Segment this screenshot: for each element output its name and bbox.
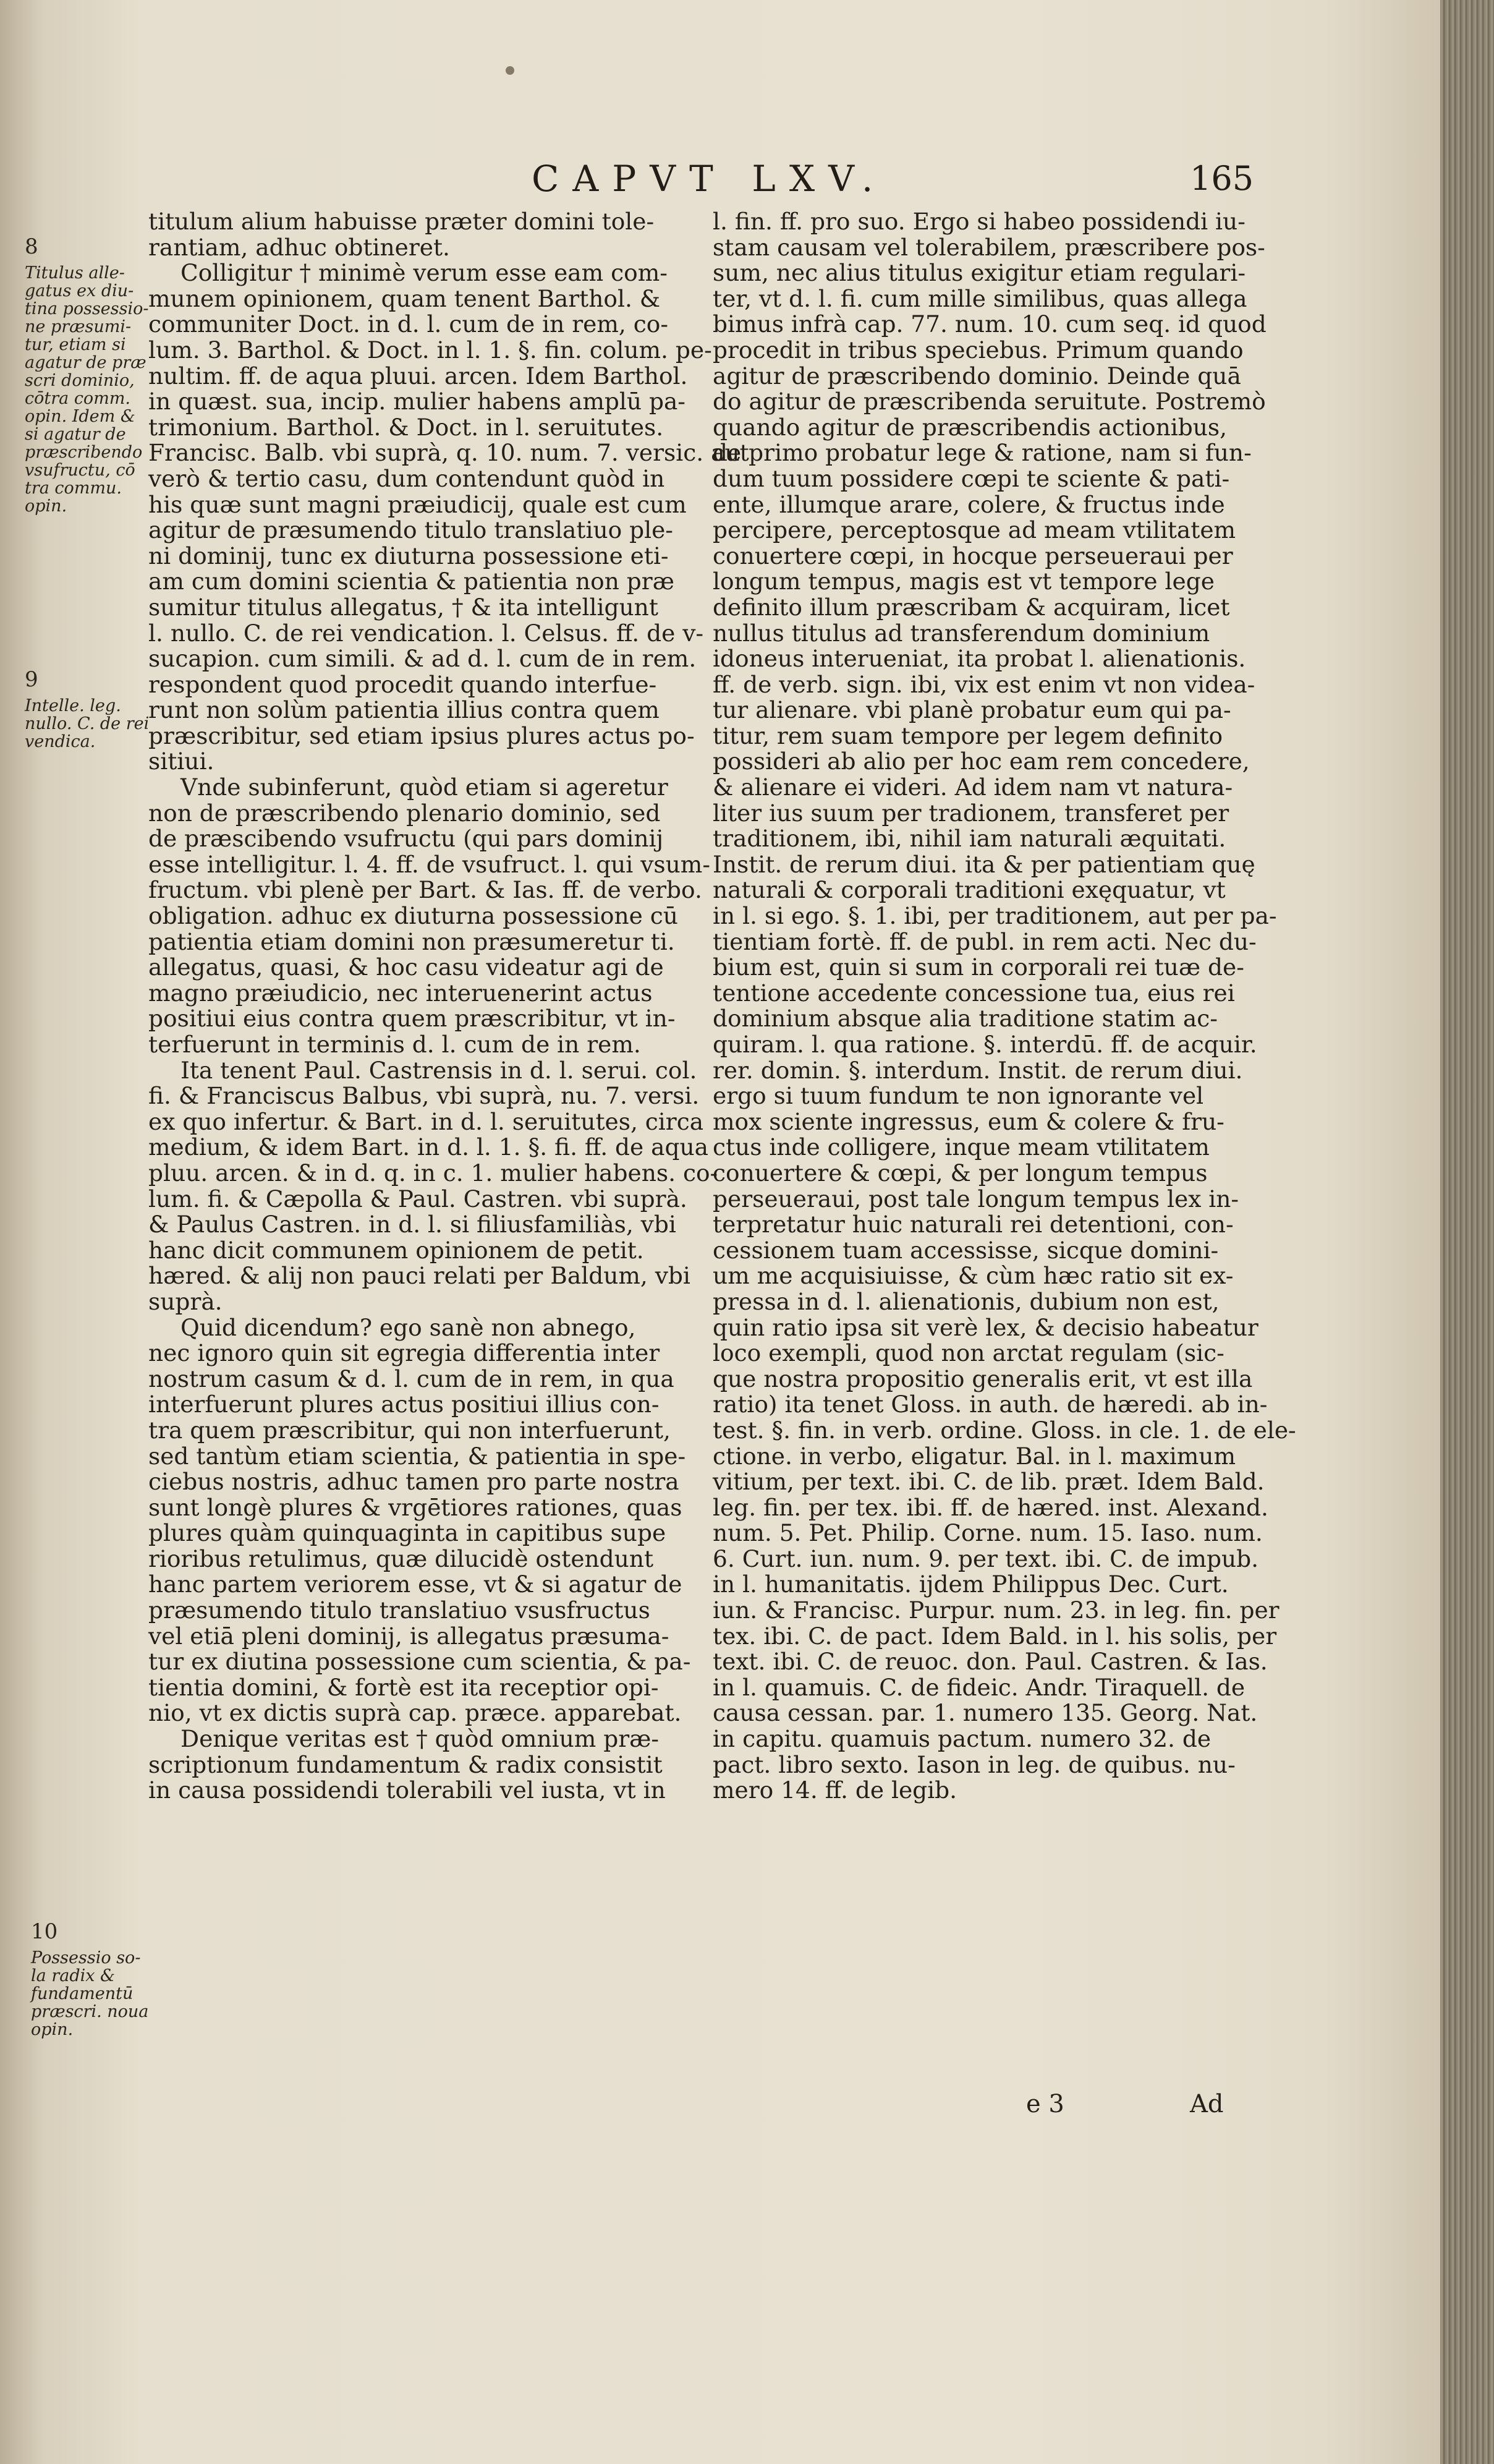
page-header (0, 158, 1440, 201)
page-number: 165 (1190, 159, 1254, 198)
text-line: sitiui. (148, 748, 214, 775)
text-line: præsumendo titulo translatiuo vsusfructus (148, 1596, 650, 1624)
margin-note-line: gatus ex diu- (25, 281, 134, 301)
margin-note-line: præscri. noua (31, 2001, 149, 2021)
decorative-dot (506, 66, 514, 75)
text-line: ctione. in verbo, eligatur. Bal. in l. maximum (713, 1442, 1236, 1470)
text-line: tientia domini, & fortè est ita receptior opi- (148, 1673, 659, 1701)
margin-note-line: nullo. C. de rei (25, 714, 150, 733)
text-line: pressa in d. l. alienationis, dubium non est, (713, 1287, 1220, 1315)
text-line: sucapion. cum simili. & ad d. l. cum de in rem. (148, 645, 697, 673)
text-line: in l. humanitatis. ijdem Philippus Dec. Curt. (713, 1571, 1229, 1598)
text-line: que nostra propositio generalis erit, vt est illa (713, 1365, 1253, 1392)
text-line: um me acquisiuisse, & cùm hæc ratio sit ex- (713, 1262, 1234, 1290)
text-line: in capitu. quamuis pactum. numero 32. de (713, 1725, 1212, 1753)
text-line: dum tuum possidere cœpi te sciente & pati- (713, 464, 1230, 492)
margin-note-line: præscribendo (25, 442, 143, 462)
text-line: munem opinionem, quam tenent Barthol. & (148, 284, 661, 312)
text-line: ente, illumque arare, colere, & fructus inde (713, 490, 1225, 518)
text-line: interfuerunt plures actus positiui illius con- (148, 1391, 660, 1418)
text-line: suprà. (148, 1287, 223, 1315)
text-line: esse intelligitur. l. 4. ff. de vsufruct. l. qui vsum- (148, 850, 711, 878)
margin-note-line: Possessio so- (31, 1948, 141, 1967)
text-line: Francisc. Balb. vbi suprà, q. 10. num. 7. versic. aut (148, 439, 749, 467)
text-line: num. 5. Pet. Philip. Corne. num. 15. Iaso. num. (713, 1519, 1263, 1547)
text-line: naturali & corporali traditioni exęquatur, vt (713, 876, 1226, 904)
text-line: plures quàm quinquaginta in capitibus supe (148, 1519, 666, 1547)
text-line: liter ius suum per tradionem, transferet per (713, 799, 1229, 827)
text-line: pact. libro sexto. Iason in leg. de quibus. nu- (713, 1750, 1236, 1778)
text-line: perseueraui, post tale longum tempus lex in- (713, 1185, 1239, 1213)
text-line: non de præscribendo plenario dominio, sed (148, 799, 661, 827)
running-head: CAPVT LXV. (532, 158, 887, 200)
margin-note-number: 8 (25, 234, 38, 259)
margin-note-line: scri dominio, (25, 370, 135, 390)
text-line: fructum. vbi plenè per Bart. & Ias. ff. de verbo. (148, 876, 702, 904)
text-line: 6. Curt. iun. num. 9. per text. ibi. C. de impub. (713, 1545, 1259, 1572)
text-line: Quid dicendum? ego sanè non abnego, (180, 1313, 636, 1341)
text-line: præscribitur, sed etiam ipsius plures actus po- (148, 722, 695, 749)
margin-note-line: vendica. (25, 731, 96, 751)
margin-note-number: 10 (31, 1919, 58, 1944)
text-line: idoneus interueniat, ita probat l. alienationis. (713, 645, 1246, 673)
text-line: sunt longè plures & vrgētiores rationes, quas (148, 1493, 682, 1521)
text-line: tientiam fortè. ff. de publ. in rem acti. Nec du- (713, 927, 1257, 955)
text-line: trimonium. Barthol. & Doct. in l. seruitutes. (148, 413, 664, 441)
text-line: bimus infrà cap. 77. num. 10. cum seq. id quod (713, 310, 1267, 338)
text-line: quiram. l. qua ratione. §. interdū. ff. de acquir. (713, 1031, 1257, 1058)
text-line: possideri ab alio per hoc eam rem concedere, (713, 748, 1250, 775)
text-line: procedit in tribus speciebus. Primum quando (713, 336, 1244, 364)
text-line: text. ibi. C. de reuoc. don. Paul. Castren. & Ias. (713, 1648, 1268, 1676)
text-line: test. §. fin. in verb. ordine. Gloss. in cle. 1. de ele- (713, 1416, 1296, 1444)
text-line: communiter Doct. in d. l. cum de in rem, co- (148, 310, 668, 338)
text-line: runt non solùm patientia illius contra quem (148, 696, 660, 724)
margin-note-line: tur, etiam si (25, 335, 126, 354)
text-line: his quæ sunt magni præiudicij, quale est cum (148, 490, 687, 518)
text-line: vel etiā pleni dominij, is allegatus præsuma- (148, 1622, 669, 1650)
margin-note-10 (31, 1919, 149, 2039)
text-line: tex. ibi. C. de pact. Idem Bald. in l. his solis, per (713, 1622, 1277, 1650)
text-line: hæred. & alij non pauci relati per Baldum, vbi (148, 1262, 690, 1290)
text-line: pluu. arcen. & in d. q. in c. 1. mulier habens. co- (148, 1159, 718, 1187)
text-line: fi. & Franciscus Balbus, vbi suprà, nu. 7. versi. (148, 1082, 700, 1110)
text-line: l. fin. ff. pro suo. Ergo si habeo possidendi iu- (713, 208, 1246, 235)
text-line: tra quem præscribitur, qui non interfuerunt, (148, 1416, 671, 1444)
text-line: lum. fi. & Cæpolla & Paul. Castren. vbi suprà. (148, 1185, 687, 1213)
text-line: do agitur de præscribenda seruitute. Postremò (713, 388, 1266, 416)
margin-note-line: tina possessio- (25, 299, 149, 318)
text-line: de præscibendo vsufructu (qui pars dominij (148, 825, 664, 853)
margin-note-number: 9 (25, 667, 38, 692)
text-line: medium, & idem Bart. in d. l. 1. §. fi. ff. de aqua (148, 1133, 709, 1161)
text-line: nultim. ff. de aqua pluui. arcen. Idem Barthol. (148, 362, 688, 390)
margin-note-line: ne præsumi- (25, 317, 132, 336)
text-line: traditionem, ibi, nihil iam naturali æquitati. (713, 825, 1226, 853)
margin-note-line: opin. (31, 2019, 74, 2039)
text-line: Colligitur † minimè verum esse eam com- (180, 259, 668, 287)
signature-mark: e 3 (1026, 2090, 1064, 2118)
margin-note-line: opin. Idem & (25, 406, 135, 426)
text-line: conuertere & cœpi, & per longum tempus (713, 1159, 1208, 1187)
text-line: agitur de præsumendo titulo translatiuo ple- (148, 516, 673, 544)
margin-note-line: Titulus alle- (25, 263, 125, 283)
text-line: respondent quod procedit quando interfue- (148, 670, 657, 698)
text-line: longum tempus, magis est vt tempore lege (713, 568, 1215, 595)
margin-note-line: agatur de præ (25, 352, 146, 372)
text-line: in quæst. sua, incip. mulier habens amplū pa- (148, 388, 685, 416)
text-line: ratio) ita tenet Gloss. in auth. de hæredi. ab in- (713, 1391, 1268, 1418)
margin-note-line: Intelle. leg. (25, 696, 121, 715)
text-line: sumitur titulus allegatus, † & ita intelligunt (148, 593, 658, 621)
text-line: in causa possidendi tolerabili vel iusta, vt in (148, 1776, 666, 1804)
text-line: ergo si tuum fundum te non ignorante vel (713, 1082, 1204, 1110)
text-line: conuertere cœpi, in hocque perseueraui per (713, 542, 1233, 569)
margin-note-line: vsufructu, cō (25, 460, 135, 480)
catchword: Ad (1190, 2090, 1224, 2118)
text-line: quin ratio ipsa sit verè lex, & decisio habeatur (713, 1313, 1258, 1341)
right-text-column (713, 208, 1296, 1804)
text-line: ni dominij, tunc ex diuturna possessione eti- (148, 542, 669, 569)
left-text-column (148, 208, 749, 1804)
text-line: patientia etiam domini non præsumeretur ti. (148, 927, 675, 955)
text-line: quando agitur de præscribendis actionibus, (713, 413, 1228, 441)
text-line: de primo probatur lege & ratione, nam si fun- (713, 439, 1252, 467)
text-line: sed tantùm etiam scientia, & patientia in spe- (148, 1442, 686, 1470)
text-line: sum, nec alius titulus exigitur etiam regulari- (713, 259, 1246, 287)
text-line: cessionem tuam accessisse, sicque domini- (713, 1236, 1219, 1264)
text-line: titulum alium habuisse præter domini tole- (148, 208, 655, 235)
text-line: agitur de præscribendo dominio. Deinde quā (713, 362, 1241, 390)
text-line: in l. si ego. §. 1. ibi, per traditionem, aut per pa- (713, 902, 1277, 930)
text-line: Vnde subinferunt, quòd etiam si ageretur (180, 774, 668, 801)
text-line: magno præiudicio, nec interuenerint actus (148, 979, 653, 1007)
text-line: Instit. de rerum diui. ita & per patientiam quę (713, 850, 1255, 878)
text-line: verò & tertio casu, dum contendunt quòd in (148, 464, 665, 492)
text-line: ex quo infertur. & Bart. in d. l. seruitutes, circa (148, 1107, 704, 1135)
text-line: stam causam vel tolerabilem, præscribere pos- (713, 233, 1265, 261)
text-line: allegatus, quasi, & hoc casu videatur agi de (148, 953, 664, 981)
text-line: nostrum casum & d. l. cum de in rem, in qua (148, 1365, 674, 1392)
margin-note-line: la radix & (31, 1966, 116, 1985)
text-line: positiui eius contra quem præscribitur, vt in- (148, 1005, 676, 1033)
text-line: terfuerunt in terminis d. l. cum de in rem. (148, 1031, 641, 1058)
text-line: Denique veritas est † quòd omnium præ- (180, 1725, 660, 1753)
text-line: tentione accedente concessione tua, eius rei (713, 979, 1235, 1007)
text-line: percipere, perceptosque ad meam vtilitatem (713, 516, 1236, 544)
text-line: nullus titulus ad transferendum dominium (713, 619, 1210, 647)
text-line: tur alienare. vbi planè probatur eum qui pa- (713, 696, 1231, 724)
text-line: leg. fin. per tex. ibi. ff. de hæred. inst. Alexand. (713, 1493, 1268, 1521)
text-line: terpretatur huic naturali rei detentioni, con- (713, 1211, 1234, 1238)
margin-note-line: tra commu. (25, 478, 122, 498)
text-line: scriptionum fundamentum & radix consistit (148, 1750, 663, 1778)
text-line: rantiam, adhuc obtineret. (148, 233, 450, 261)
text-line: mero 14. ff. de legib. (713, 1776, 957, 1804)
text-line: rer. domin. §. interdum. Instit. de rerum diui. (713, 1056, 1243, 1084)
text-line: ff. de verb. sign. ibi, vix est enim vt non videa- (713, 670, 1255, 698)
text-line: nec ignoro quin sit egregia differentia inter (148, 1339, 660, 1367)
page-edge (1440, 0, 1494, 2464)
text-line: ter, vt d. l. fi. cum mille similibus, quas allega (713, 284, 1247, 312)
text-line: obligation. adhuc ex diuturna possessione cū (148, 902, 678, 930)
text-line: rioribus retulimus, quæ dilucidè ostendunt (148, 1545, 654, 1572)
text-line: lum. 3. Barthol. & Doct. in l. 1. §. fin. colum. pe- (148, 336, 712, 364)
text-line: dominium absque alia traditione statim ac- (713, 1005, 1218, 1033)
text-line: ciebus nostris, adhuc tamen pro parte nostra (148, 1468, 679, 1496)
text-line: & alienare ei videri. Ad idem nam vt natura- (713, 774, 1233, 801)
margin-note-line: fundamentū (31, 1984, 134, 2003)
text-line: loco exempli, quod non arctat regulam (sic- (713, 1339, 1224, 1367)
margin-note-line: cōtra comm. (25, 388, 130, 408)
margin-note-line: si agatur de (25, 424, 126, 444)
text-line: Ita tenent Paul. Castrensis in d. l. serui. col. (180, 1056, 697, 1084)
text-line: l. nullo. C. de rei vendication. l. Celsus. ff. de v- (148, 619, 704, 647)
text-line: am cum domini scientia & patientia non præ (148, 568, 674, 595)
margin-note-line: opin. (25, 496, 67, 516)
text-line: iun. & Francisc. Purpur. num. 23. in leg. fin. per (713, 1596, 1280, 1624)
text-line: vitium, per text. ibi. C. de lib. præt. Idem Bald. (713, 1468, 1265, 1496)
text-line: hanc partem veriorem esse, vt & si agatur de (148, 1571, 682, 1598)
text-line: mox sciente ingressus, eum & colere & fru- (713, 1107, 1224, 1135)
text-line: nio, vt ex dictis suprà cap. præce. apparebat. (148, 1699, 682, 1727)
margin-note-9 (25, 667, 150, 751)
text-line: & Paulus Castren. in d. l. si filiusfamiliàs, vbi (148, 1211, 676, 1238)
text-line: bium est, quin si sum in corporali rei tuæ de- (713, 953, 1244, 981)
text-line: definito illum præscribam & acquiram, licet (713, 593, 1230, 621)
text-line: in l. quamuis. C. de fideic. Andr. Tiraquell. de (713, 1673, 1246, 1701)
text-line: causa cessan. par. 1. numero 135. Georg. Nat. (713, 1699, 1258, 1727)
text-line: hanc dicit communem opinionem de petit. (148, 1236, 644, 1264)
text-line: tur ex diutina possessione cum scientia, & pa- (148, 1648, 691, 1676)
margin-note-8 (25, 234, 149, 516)
text-line: titur, rem suam tempore per legem definito (713, 722, 1223, 749)
text-line: ctus inde colligere, inque meam vtilitatem (713, 1133, 1210, 1161)
